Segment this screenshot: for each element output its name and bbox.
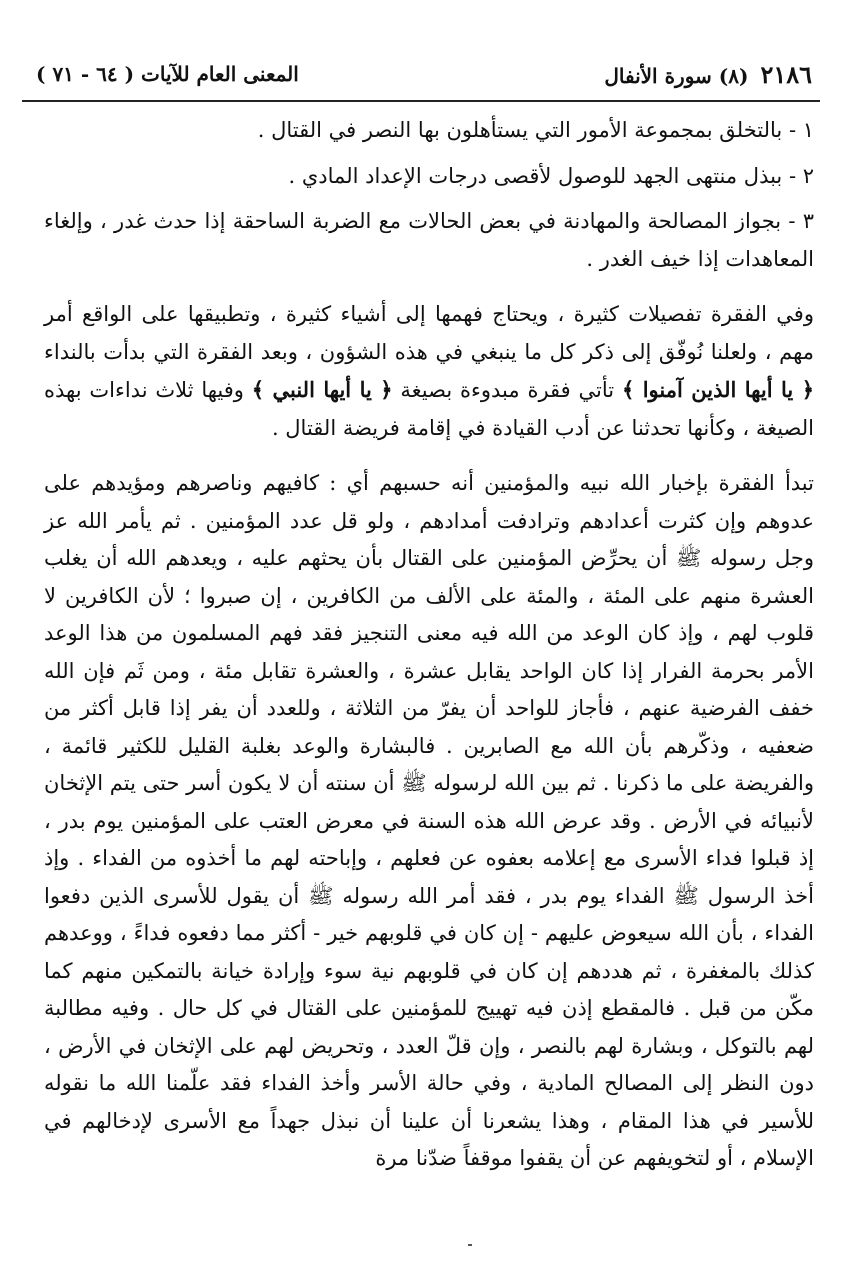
section-title: المعنى العام للآيات ( ٦٤ - ٧١ ) (36, 62, 299, 86)
page-number: ٢١٨٦ (760, 59, 812, 89)
header-divider (22, 100, 820, 102)
paragraph-intro-text-1: وفي الفقرة تفصيلات كثيرة ، ويحتاج فهمها إلى أشياء كثيرة ، وتطبيقها على الواقع أمر مهم ، ولعلنا نُوفّق إلى ذكر كل ما ينبغي في هذه الشؤون ، وبعد الفقرة التي بدأت بالنداء (44, 302, 814, 364)
paragraph-intro-text-3: وفيها ثلاث نداءات بهذه الصيغة ، وكأنها تحدثنا عن أدب القيادة في إقامة فريضة القتال . (44, 378, 814, 440)
paragraph-main: تبدأ الفقرة بإخبار الله نبيه والمؤمنين أنه حسبهم أي : كافيهم وناصرهم ومؤيدهم على عدوهم وإن كثرت أعدادهم وترادفت أمدادهم ، ولو قل عدد المؤمنين . ثم يأمر الله عز وجل رسوله ﷺ أن يحرِّض المؤمنين على القتال بأن يحثهم عليه ، ويعدهم الله أن يغلب العشرة منهم على المئة ، والمئة على الألف من الكافرين ، إن صبروا ؛ لأن الكافرين لا قلوب لهم ، وإذ كان الوعد من الله فيه معنى التنجيز فقد فهم المسلمون من هذا الوعد الأمر بحرمة الفرار إذا كان الواحد يقابل عشرة ، والعشرة تقابل مئة ، ومن ثَم فإن الله خفف الفرضية عنهم ، فأجاز للواحد أن يفرّ من الثلاثة ، وللعدد أن يفر إذا قابل أكثر من ضعفيه ، وذكّرهم بأن الله مع الصابرين . فالبشارة والوعد بغلبة القليل للكثير قائمة ، والفريضة على ما ذكرنا . ثم بين الله لرسوله ﷺ أن سنته أن لا يكون أسر حتى يتم الإثخان لأنبيائه في الأرض . وقد عرض الله هذه السنة في معرض العتب على المؤمنين يوم بدر ، إذ قبلوا فداء الأسرى مع إعلامه بعفوه عن فعلهم ، وإباحته لهم ما أخذوه من الفداء . وإذ أخذ الرسول ﷺ الفداء يوم بدر ، فقد أمر الله رسوله ﷺ أن يقول للأسرى الذين دفعوا الفداء ، بأن الله سيعوض عليهم - إن كان في قلوبهم خير - أكثر مما دفعوه فداءً ، ووعدهم كذلك بالمغفرة ، ثم هددهم إن كان في قلوبهم نية سوء وإرادة خيانة بالتمكين منهم كما مكّن من قبل . فالمقطع إذن فيه تهييج للمؤمنين على القتال في كل حال . وفيه مطالبة لهم بالتوكل ، وبشارة لهم بالنصر ، وإن قلّ العدد ، وتحريض لهم على الإثخان في الأرض ، دون النظر إلى المصالح المادية ، وفي حالة الأسر وأخذ الفداء فقد علّمنا الله ما نقوله للأسير في هذا المقام ، وهذا يشعرنا أن علينا أن نبذل جهداً مع الأسرى لإدخالهم في الإسلام ، أو لتخويفهم عن أن يقفوا موقفاً ضدّنا مرة (44, 471, 814, 1170)
bottom-dot (468, 1244, 472, 1246)
paragraph-intro (44, 296, 814, 447)
surah-title: (٨) سورة الأنفال (604, 63, 749, 88)
quran-quote-believers: ﴿ يا أيها الذين آمنوا ﴾ (621, 377, 814, 402)
page-body (44, 112, 814, 1178)
list-item-3: ٣ - بجواز المصالحة والمهادنة في بعض الحالات مع الضربة الساحقة إذا حدث غدر ، وإلغاء المعاهدات إذا خيف الغدر . (44, 209, 814, 271)
page-header (36, 56, 812, 92)
paragraph-intro-text-2: تأتي فقرة مبدوءة بصيغة (400, 378, 615, 402)
quran-quote-prophet: ﴿ يا أيها النبي ﴾ (251, 377, 393, 402)
list-item-2: ٢ - ببذل منتهى الجهد للوصول لأقصى درجات الإعداد المادي . (288, 163, 814, 188)
list-item-1: ١ - بالتخلق بمجموعة الأمور التي يستأهلون بها النصر في القتال . (257, 118, 814, 142)
header-right (604, 60, 812, 89)
